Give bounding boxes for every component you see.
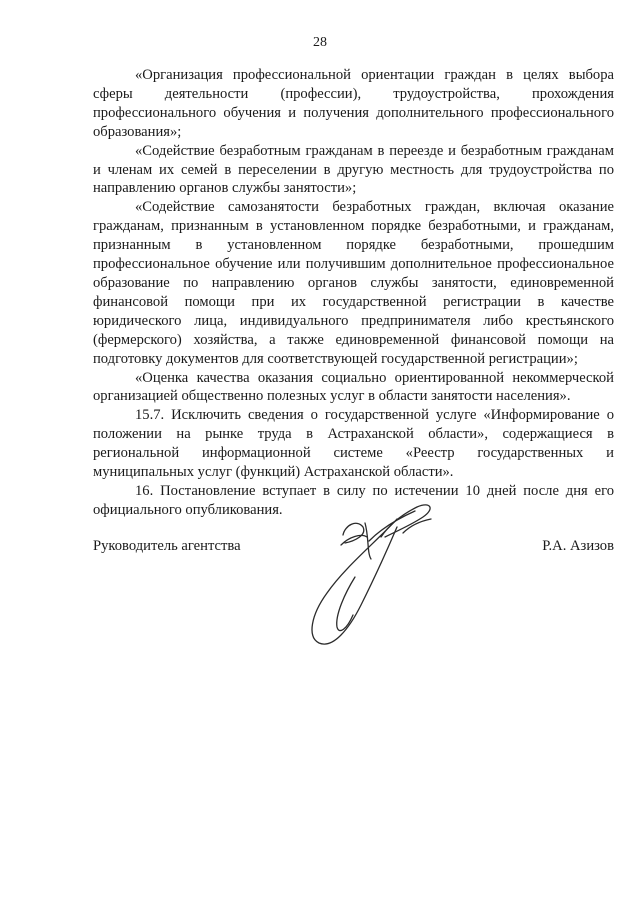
paragraph-clause-15-7: 15.7. Исключить сведения о государственной услуге «Информирование о положении на рынке труда в Астраханской области», содержащиеся в региональной информационной системе «Реестр государственных и муниципальных услуг (функций) Астраханской области». [93, 407, 614, 481]
signer-name: Р.А. Азизов [542, 538, 614, 554]
paragraph-service-relocation: «Содействие безработным гражданам в переезде и безработным гражданам и членам их семей в переселении в другую местность для трудоустройства по направлению органов службы занятости»; [93, 142, 614, 197]
paragraph-service-self-employment: «Содействие самозанятости безработных граждан, включая оказание гражданам, признанным в установленном порядке безработными, и гражданам, признанным в установленном порядке безработными, прошедшим профессиональное обучение или получившим дополнительное профессиональное образование по направлению органов службы занятости, единовременной финансовой помощи при их государственной регистрации в качестве юридического лица, индивидуального предпринимателя либо крестьянского (фермерского) хозяйства, а также единовременной финансовой помощи на подготовку документов для соответствующей государственной регистрации»; [93, 199, 614, 367]
paragraph-service-quality-assessment: «Оценка качества оказания социально ориентированной некоммерческой организацией общественно полезных услуг в области занятости населения». [93, 369, 614, 405]
signer-position-title: Руководитель агентства [93, 538, 241, 554]
signature-block [93, 537, 614, 657]
paragraph-clause-16: 16. Постановление вступает в силу по истечении 10 дней после дня его официального опубликования. [93, 482, 614, 518]
document-body [93, 66, 614, 520]
page-number: 28 [313, 35, 327, 50]
handwritten-signature-icon [285, 497, 455, 647]
paragraph-service-career-guidance: «Организация профессиональной ориентации граждан в целях выбора сферы деятельности (профессии), трудоустройства, прохождения профессионального обучения и получения дополнительного профессионального образования»; [93, 67, 614, 140]
